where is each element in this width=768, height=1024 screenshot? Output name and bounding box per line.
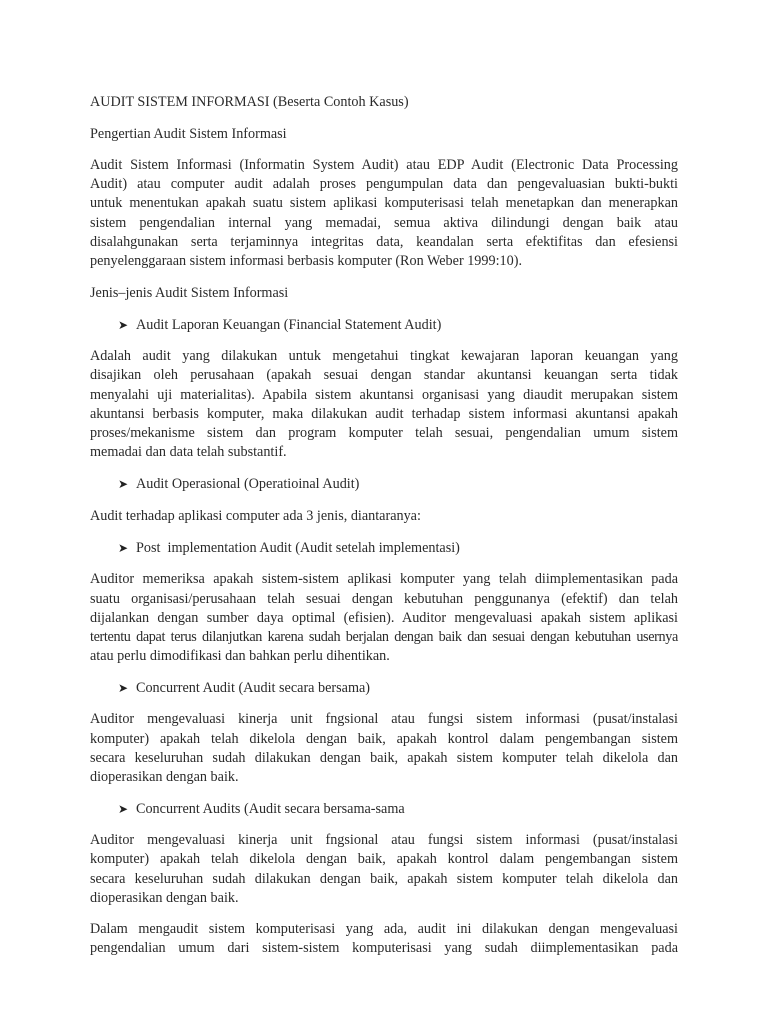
paragraph-concurrent-audits — [90, 831, 678, 908]
heading-jenis: Jenis–jenis Audit Sistem Informasi — [90, 285, 289, 302]
paragraph-line: memadai dan data telah substantif. — [90, 444, 287, 461]
paragraph-post-implementation — [90, 570, 678, 666]
paragraph-line: komputer) apakah telah dikelola dengan baik, apakah kontrol dalam pengembangan sistem — [90, 730, 678, 747]
bullet-item — [118, 474, 678, 494]
paragraph-line: dioperasikan dengan baik. — [90, 889, 239, 906]
arrow-bullet-icon: ➤ — [118, 681, 129, 696]
paragraph-line: untuk menentukan apakah suatu sistem aplikasi komputerisasi telah menetapkan dan menerapkan — [90, 195, 678, 212]
bullet-label: Concurrent Audits (Audit secara bersama-sama — [136, 801, 405, 818]
paragraph-line: suatu organisasi/perusahaan telah sesuai dengan kebutuhan penggunanya (efektif) dan telah — [90, 590, 678, 607]
paragraph-line: Auditor memeriksa apakah sistem-sistem aplikasi komputer yang telah diimplementasikan pada — [90, 571, 678, 588]
bullet-label: Concurrent Audit (Audit secara bersama) — [136, 680, 371, 697]
paragraph-financial-audit — [90, 347, 678, 462]
paragraph-line: Audit Sistem Informasi (Informatin System Audit) atau EDP Audit (Electronic Data Processing — [90, 157, 678, 173]
paragraph-line: tertentu dapat terus dilanjutkan karena sudah berjalan dengan baik dan sesuai dengan kebutuhan usernya — [90, 629, 678, 646]
paragraph-line: disajikan oleh perusahaan (apakah sesuai dengan standar akuntansi keuangan serta tidak — [90, 367, 678, 384]
paragraph-line: Auditor mengevaluasi kinerja unit fngsional atau fungsi sistem informasi (pusat/instalasi — [90, 711, 678, 728]
paragraph-line: pengendalian umum dari sistem-sistem komputerisasi yang sudah diimplementasikan pada — [90, 940, 678, 957]
paragraph-line: sistem pengendalian internal yang memadai, semua aktiva dilindungi dengan baik atau — [90, 214, 678, 231]
paragraph-line: Dalam mengaudit sistem komputerisasi yang ada, audit ini dilakukan dengan mengevaluasi — [90, 921, 678, 938]
line-aplikasi: Audit terhadap aplikasi computer ada 3 jenis, diantaranya: — [90, 508, 421, 525]
document-title: AUDIT SISTEM INFORMASI (Beserta Contoh Kasus) — [90, 94, 409, 110]
bullet-label: Audit Operasional (Operatioinal Audit) — [136, 476, 360, 493]
bullet-item — [118, 799, 678, 819]
paragraph-line: secara keseluruhan sudah dilakukan dengan baik, apakah sistem komputer telah dikelola dan — [90, 749, 678, 766]
paragraph-general-control — [90, 920, 678, 958]
arrow-bullet-icon: ➤ — [118, 802, 129, 817]
paragraph-line: komputer) apakah telah dikelola dengan baik, apakah kontrol dalam pengembangan sistem — [90, 851, 678, 868]
paragraph-concurrent-audit — [90, 710, 678, 787]
bullet-item — [118, 315, 678, 335]
document-body — [90, 92, 678, 970]
heading-pengertian: Pengertian Audit Sistem Informasi — [90, 126, 287, 142]
bullet-label: Post implementation Audit (Audit setelah implementasi) — [136, 540, 460, 557]
paragraph-line: dijalankan dengan sumber daya optimal (efisien). Auditor mengevaluasi apakah sistem aplikasi — [90, 609, 678, 626]
bullet-item — [118, 538, 678, 558]
paragraph-line: Adalah audit yang dilakukan untuk mengetahui tingkat kewajaran laporan keuangan yang — [90, 348, 678, 365]
paragraph-line: penyelenggaraan sistem informasi berbasis komputer (Ron Weber 1999:10). — [90, 253, 522, 270]
paragraph-definition — [90, 156, 678, 271]
arrow-bullet-icon: ➤ — [118, 477, 129, 492]
paragraph-line: Audit) atau computer audit adalah proses pengumpulan data dan pengevaluasian bukti-bukti — [90, 176, 678, 193]
paragraph-line: proses/mekanisme sistem dan program komputer telah sesuai, pengendalian umum sistem — [90, 425, 678, 442]
bullet-item — [118, 678, 678, 698]
arrow-bullet-icon: ➤ — [118, 541, 129, 556]
bullet-label: Audit Laporan Keuangan (Financial Statement Audit) — [136, 317, 442, 334]
paragraph-line: secara keseluruhan sudah dilakukan dengan baik, apakah sistem komputer telah dikelola dan — [90, 870, 678, 887]
paragraph-line: Auditor mengevaluasi kinerja unit fngsional atau fungsi sistem informasi (pusat/instalasi — [90, 832, 678, 849]
paragraph-line: disalahgunakan serta terjaminnya integritas data, keandalan serta efektifitas dan efesiensi — [90, 233, 678, 250]
paragraph-line: dioperasikan dengan baik. — [90, 769, 239, 786]
paragraph-line: atau perlu dimodifikasi dan bahkan perlu dihentikan. — [90, 648, 390, 665]
paragraph-line: akuntansi berbasis komputer, maka dilakukan audit terhadap sistem informasi akuntansi apakah — [90, 405, 678, 422]
arrow-bullet-icon: ➤ — [118, 318, 129, 333]
paragraph-line: menyalahi uji materialitas). Apabila sistem akuntansi organisasi yang diaudit merupakan sistem — [90, 386, 678, 403]
